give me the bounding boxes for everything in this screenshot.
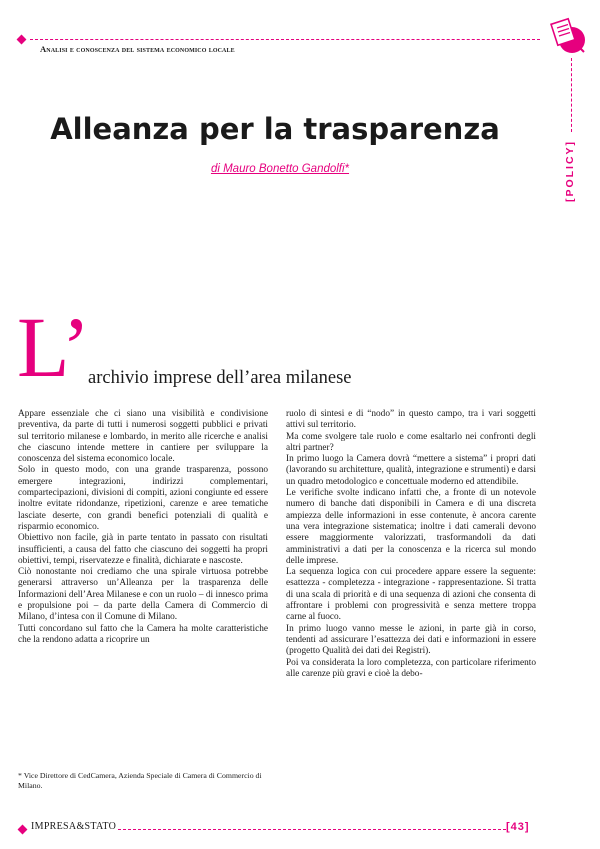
article-title: Alleanza per la trasparenza bbox=[50, 112, 500, 146]
article-author: di Mauro Bonetto Gandolfi* bbox=[210, 163, 350, 175]
left-column bbox=[18, 409, 268, 646]
drop-cap: L’ bbox=[17, 299, 91, 395]
header-diamond-icon bbox=[17, 35, 27, 45]
paragraph: Le verifiche svolte indicano infatti che, a fronte di un notevole numero di banche dati disponibili in Camera e di una discreta ampiezza delle informazioni in esse contenute, è ancora carente una vera integrazione sistematica; inoltre i dati camerali devono essere maggiormente valorizzati, trasformandoli da dati amministrativi a dati per la conoscenza e la ricerca sul mondo delle imprese. bbox=[286, 488, 536, 566]
footer-rule bbox=[118, 829, 506, 830]
footnote: * Vice Direttore di CedCamera, Azienda Speciale di Camera di Commercio di Milano. bbox=[18, 771, 262, 790]
paragraph: Ma come svolgere tale ruolo e come esaltarlo nei confronti degli altri partner? bbox=[286, 431, 536, 453]
paragraph: Poi va considerata la loro completezza, con particolare riferimento alle carenze più gravi e cioè la debo- bbox=[286, 657, 536, 679]
header-rule bbox=[30, 39, 540, 40]
paragraph: Tutti concordano sul fatto che la Camera ha molte caratteristiche che la rendono adatta a ricoprire un bbox=[18, 623, 268, 645]
footer-brand: IMPRESA&STATO bbox=[31, 821, 117, 832]
paragraph: In primo luogo la Camera dovrà “mettere a sistema” i propri dati (lavorando su architetture, qualità, integrazione e strumenti) e darsi un quadro metodologico e concettuale moderno ed attendibile. bbox=[286, 454, 536, 487]
section-title: Analisi e conoscenza del sistema economico locale bbox=[40, 44, 235, 54]
magazine-logo-icon bbox=[540, 16, 586, 56]
footer-diamond-icon bbox=[18, 825, 28, 835]
paragraph: Obiettivo non facile, già in parte tentato in passato con risultati insufficienti, a causa del fatto che ciascuno dei soggetti ha propri obiettivi, tempi, riservatezze e finalità, dichiarate e nascoste. bbox=[18, 533, 268, 566]
paragraph: Ciò nonostante noi crediamo che una spirale virtuosa potrebbe generarsi attraverso un’Alleanza per la trasparenza delle Informazioni dell’Area Milanese e con un ruolo – di innesco prima e propulsione poi – da parte della Camera di Commercio di Milano, d’intesa con il Comune di Milano. bbox=[18, 567, 268, 623]
paragraph: Solo in questo modo, con una grande trasparenza, possono emergere integrazioni, indirizzi complementari, compartecipazioni, divisioni di compiti, azioni congiunte ed essere inoltre evitate ridondanze, ripetizioni, carenze e aree tematiche lasciate deserte, con grandi benefici potenziali di qualità e risparmio economico. bbox=[18, 465, 268, 532]
policy-label: [POLICY] bbox=[564, 139, 576, 203]
page-number: [43] bbox=[506, 821, 530, 833]
paragraph: In primo luogo vanno messe le azioni, in parte già in corso, tendenti ad assicurare l’esattezza dei dati e informazioni in essere (progetto Qualità dei dati dei Registri). bbox=[286, 623, 536, 657]
lede-heading: archivio imprese dell’area milanese bbox=[88, 368, 352, 388]
paragraph: Appare essenziale che ci siano una visibilità e condivisione preventiva, da parte di tutti i numerosi soggetti pubblici e privati sul territorio milanese e lombardo, in merito alle ricerche e analisi che ciascuno intende mettere in cantiere per sviluppare la conoscenza del sistema economico locale. bbox=[18, 409, 268, 465]
paragraph: ruolo di sintesi e di “nodo” in questo campo, tra i vari soggetti attivi sul territorio. bbox=[286, 409, 536, 431]
right-column bbox=[286, 409, 536, 680]
paragraph: La sequenza logica con cui procedere appare essere la seguente: esattezza - completezza - integrazione - rappresentazione. Si tratta di una scala di priorità e di una sequenza di azioni che consenta di affrontare i problemi con progressività e senza mettere troppa carne al fuoco. bbox=[286, 567, 536, 623]
